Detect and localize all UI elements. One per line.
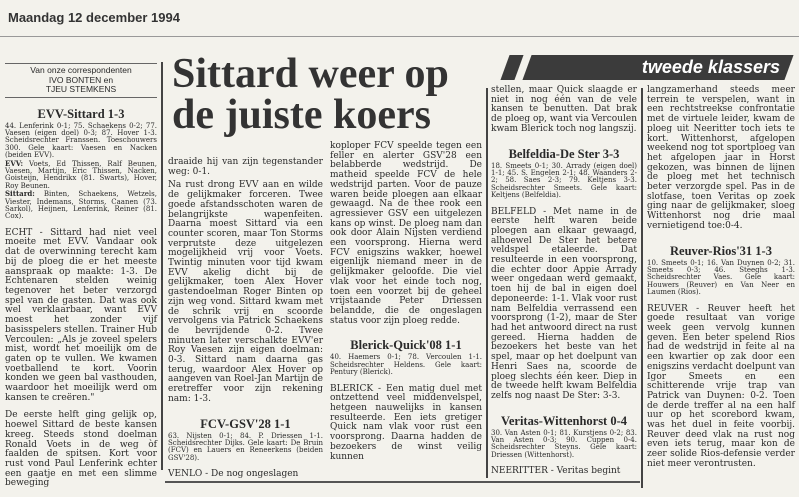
match-summary: 18. Smeets 0-1; 30. Arrady (eigen doel) 1-1; 45. S. Engelen 2-1; 48. Waanders 2-2; 58. Saes 2-3; 79. Keltjens 3-3. Scheidsrechter Smeets. Gele kaart: Keltjens (Belfeldia). — [491, 161, 637, 200]
paragraph: REUVER - Reuver heeft het goede resultaat van vorige week geen vervolg kunnen geven. Een beter spelend Rios had de wedstrijd in feite al na een kwartier op zak door een enigszins verdacht doelpunt van Igor Smeets en een schitterende vrije trap van Patrick van Duynen: 0-2. Toen de derde treffer al na een half uur op het scorebord kwam, was het duel in feite voorbij. Reuver deed vlak na rust nog even iets terug, maar kon de zeer solide Rios-defensie verder niet meer verontrusten. — [647, 303, 795, 469]
article-column — [168, 158, 323, 488]
paragraph: koploper FCV speelde tegen een feller en alerter GSV'28 een belabberde wedstrijd. De matheid speelde FCV de hele wedstrijd parten. Voor de pauze waren beide ploegen aan elkaar gewaagd. Na de thee rook een agressiever GSV een uitgelezen kans op winst. De ploeg nam dan ook door Alain Nijsten verdiend een voorsprong. Hierna werd FCV enigszins wakker, hoewel eigenlijk niemand meer in de gelijkmaker geloofde. Die viel vlak voor het einde toch nog, toen een voorzet bij de geheel vrijstaande Peter Driessen belandde, die de ongeslagen status voor zijn ploeg redde. — [330, 141, 482, 326]
paragraph: draaide hij van zijn tegenstander weg: 0-1. — [168, 157, 323, 177]
column-divider — [641, 88, 643, 488]
paragraph: langzamerhand steeds meer terrein te verspelen, want in een rechtstreekse confrontatie met de virtuele leider, kwam de ploeg uit Neeritter toch iets te kort. Wittenhorst, afgelopen weekend nog tot sportploeg van het afgelopen jaar in Horst gekozen, was binnen de lijnen de ploeg met het technisch beter verzorgde spel. Pas in de slotfase, toen Veritas op zoek ging naar de gelijkmaker, sloeg Wittenhorst nog drie maal vernietigend toe:0-4. — [647, 85, 795, 231]
paragraph: stellen, maar Quick slaagde er niet in nog één van de vele kansen te benutten. Dat brak de ploeg op, want via Vercoulen kwam Blerick toch nog langszij. — [491, 85, 637, 134]
lineup-label: EVV: — [5, 158, 24, 168]
article-title — [172, 51, 449, 138]
article-column — [330, 142, 482, 470]
match-summary: 30. Van Asten 0-1; 81. Kurstjens 0-2; 83. Van Asten 0-3; 90. Cuppen 0-4. Scheidsrechter Steyns. Gele kaart: Driessen (Wittenhorst). — [491, 428, 637, 459]
byline-line: Van onze correspondenten — [30, 65, 132, 75]
paragraph: VENLO - De nog ongeslagen — [168, 469, 299, 480]
article-column — [647, 86, 795, 478]
section-banner — [505, 55, 790, 80]
match-heading: EVV-Sittard 1-3 — [37, 106, 125, 121]
title-line: Sittard weer op — [172, 51, 449, 97]
byline-line: IVO BONTEN en — [48, 74, 114, 85]
lineup-text: Binten, Schaekens, Wetzels, Viester, Indemans, Storms, Caanen (73. Sarkol), Heijnen, Lenferink, Reiner (81. Cox). — [5, 190, 157, 221]
match-summary — [5, 123, 157, 221]
byline — [5, 63, 157, 98]
lineup-label: Sittard: — [5, 189, 35, 199]
byline-line: TJEU STEMKENS — [45, 84, 117, 94]
match-heading: Veritas-Wittenhorst 0-4 — [500, 413, 628, 428]
match-heading: FCV-GSV'28 1-1 — [200, 416, 291, 431]
column-divider — [161, 62, 163, 470]
newspaper-date: Maandag 12 december 1994 — [8, 10, 180, 25]
paragraph: Na rust drong EVV aan en wilde de gelijkmaker forceren. Twee goede afstandsschoten waren de belangrijkste wapenfeiten. Daarna moest Sittard via een counter scoren, maar Ton Storms verprutste deze uitgelezen mogelijkheid vrij voor Voets. Twintig minuten voor tijd kwam EVV akelig dicht bij de gelijkmaker, toen Alex Hover gastendoelman Roger Binten op zijn weg vond. Sittard kwam met de schrik vrij en scoorde vervolgens via Patrick Schaekens de bevrijdende 0-2. Twee minuten later verschalkte EVV'er Roy Vaesen zijn eigen doelman: 0-3. Sittard nam daarna gas terug, waardoor Alex Hover op aangeven van Roel-Jan Martijn de eretreffer voor zijn rekening nam: 1-3. — [168, 180, 323, 404]
paragraph: ECHT - Sittard had niet veel moeite met EVV. Vandaar ook dat de overwinning terecht kam bij de ploeg die er het meeste aanspraak op maakte: 1-3. De Echtenaren stelden weinig tegenover het beter verzorgd spel van de gasten. Dat was ook wel verklaarbaar, want EVV moest het zonder vijf basisspelers stellen. Trainer Hub Vercoulen: „Als je zoveel spelers mist, wordt het moeilijk om de gaten op te vullen. We kwamen voetballend te kort. Voorin konden we geen bal vasthouden, waardoor het moeilijk werd om kansen te creëren." — [5, 227, 157, 403]
match-heading: Reuver-Rios'31 1-3 — [670, 243, 772, 258]
match-heading: Blerick-Quick'08 1-1 — [350, 338, 462, 353]
bottom-rule — [165, 481, 640, 483]
title-line: de juiste koers — [172, 92, 431, 138]
paragraph: BELFELD - Met name in de eerste helft waren beide ploegen aan elkaar gewaagd, alhoewel De Ster het betere veldspel etaleerde. Dat resulteerde in een voorsprong, die echter door Appie Arrady weer ongedaan werd gemaakt, toen hij de bal in eigen doel deponeerde: 1-1. Vlak voor rust nam Belfeldia verrassend een voorsprong (1-2), maar de Ster had het antwoord direct na rust gereed. Hierna hadden de bezoekers het beste van het spel, maar op het doelpunt van Henri Saes na, scoorde de ploeg slechts één keer. Diep in de tweede helft kwam Belfeldia zelfs nog naast De Ster: 3-3. — [491, 206, 637, 401]
match-summary: 10. Smeets 0-1; 16. Van Duynen 0-2; 31. Smeets 0-3; 46. Steeghs 1-3. Scheidsrechter Vaes. Gele kaart: Houwers (Reuver) en Van Neer en Laumen (Rios). — [647, 258, 795, 297]
paragraph: BLERICK - Een matig duel met ontzettend veel middenvelspel, hetgeen nauwelijks in kansen resulteerde. Een iets gretiger Quick nam vlak voor rust een voorsprong. Daarna hadden de bezoekers de winst veilig kunnen — [330, 383, 482, 462]
column-divider — [486, 88, 488, 478]
article-column — [491, 86, 637, 485]
summary-text: 44. Lenferink 0-1; 75. Schaekens 0-2; 77. Vaesen (eigen doel) 0-3; 87. Hover 1-3. Scheidsrechter Franssen. Toeschouwers 300. Gele kaart: Vaesen en Nacken (beiden EVV). — [5, 121, 157, 160]
paragraph: NEERITTER - Veritas begint — [491, 466, 621, 477]
match-summary: 63. Nijsten 0-1; 84. P. Driessen 1-1. Scheidsrechter Dijks. Gele kaart: De Bruin (FCV) en Lauers en Reneerkens (beiden GSV'28). — [168, 431, 323, 462]
match-summary: 40. Haemers 0-1; 78. Vercoulen 1-1. Scheidsrechter Heldens. Gele kaart: Pentury (Blerick). — [330, 353, 482, 377]
paragraph: De eerste helft ging gelijk op, hoewel Sittard de beste kansen kreeg. Steeds stond doelman Ronald Voets in de weg òf faalden de spitsen. Kort voor rust vond Paul Lenferink echter een gaatje en met een slimme beweging — [5, 410, 157, 489]
banner-label: tweede klassers — [641, 57, 780, 77]
lineup-text: Voets, Ed Thissen, Ralf Beunen, Vaesen, Martijn, Eric Thissen, Nacken, Goisteijn, Hendrikx (81. Swarts), Hover, Roy Beunen. — [5, 159, 157, 190]
article-column — [5, 63, 157, 497]
banner-stripe — [500, 55, 523, 80]
match-heading: Belfeldia-De Ster 3-3 — [508, 146, 620, 161]
top-rule — [0, 36, 799, 37]
